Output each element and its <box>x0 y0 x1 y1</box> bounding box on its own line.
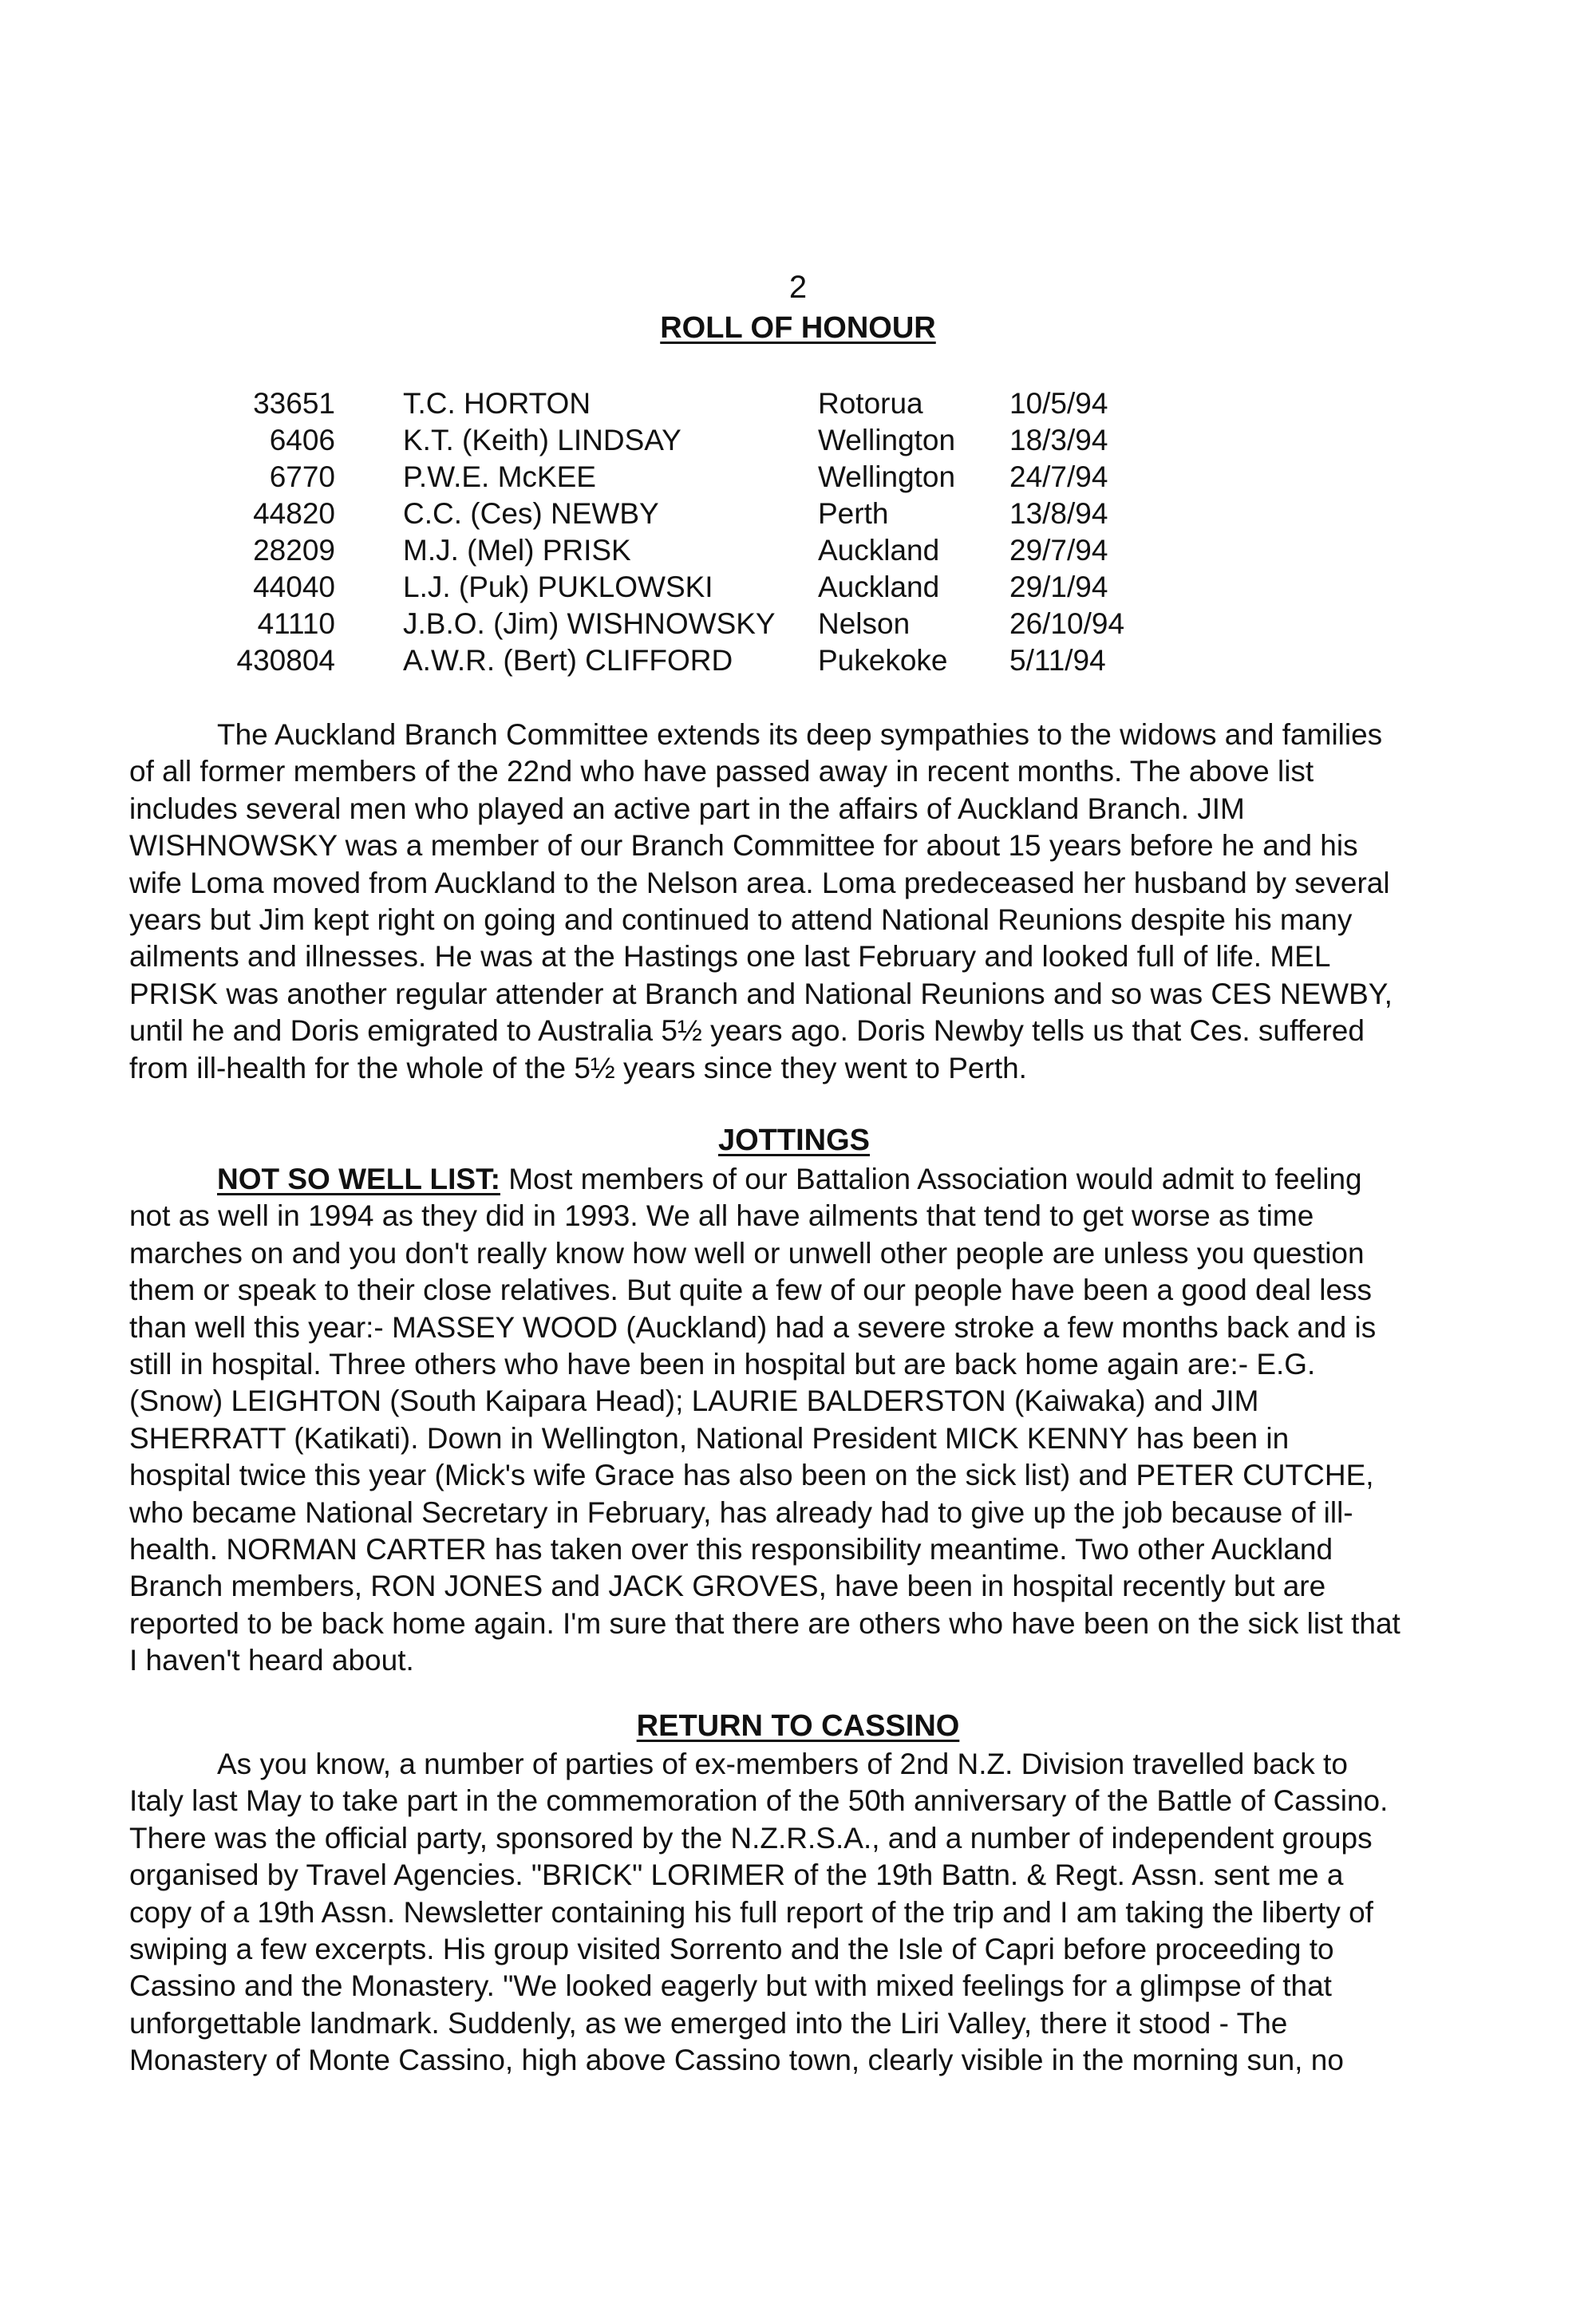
paragraph-line: Monastery of Monte Cassino, high above Cassino town, clearly visible in the morning sun, no <box>129 2044 1344 2077</box>
table-row <box>168 642 1165 679</box>
paragraph-first-line <box>129 1161 1464 1198</box>
member-place: Pukekoke <box>818 644 948 677</box>
member-name: T.C. HORTON <box>403 387 591 420</box>
death-date: 26/10/94 <box>1009 607 1125 640</box>
paragraph-line: of all former members of the 22nd who have passed away in recent months. The above list <box>129 755 1314 788</box>
paragraph-line: them or speak to their close relatives. But quite a few of our people have been a good deal less <box>129 1274 1373 1307</box>
paragraph-line: PRISK was another regular attender at Branch and National Reunions and so was CES NEWBY, <box>129 977 1393 1010</box>
member-place: Perth <box>818 497 889 530</box>
member-name: L.J. (Puk) PUKLOWSKI <box>403 571 713 603</box>
paragraph-line: I haven't heard about. <box>129 1644 414 1677</box>
paragraph-line: As you know, a number of parties of ex-members of 2nd N.Z. Division travelled back to <box>217 1748 1348 1780</box>
table-row <box>168 532 1165 569</box>
member-name: C.C. (Ces) NEWBY <box>403 497 659 530</box>
service-number: 33651 <box>253 387 335 420</box>
paragraph-line: marches on and you don't really know how well or unwell other people are unless you question <box>129 1236 1365 1270</box>
page-number: 2 <box>788 270 808 305</box>
paragraph-line: who became National Secretary in February, has already had to give up the job because of ill- <box>129 1495 1353 1529</box>
death-date: 29/1/94 <box>1009 571 1108 603</box>
death-date: 18/3/94 <box>1009 424 1108 456</box>
paragraph-line: Branch members, RON JONES and JACK GROVES, have been in hospital recently but are <box>129 1570 1326 1603</box>
table-row <box>168 496 1165 532</box>
member-place: Wellington <box>818 460 956 493</box>
paragraph-line: ailments and illnesses. He was at the Hastings one last February and looked full of life. MEL <box>129 940 1331 974</box>
table-row <box>168 569 1165 606</box>
member-place: Wellington <box>818 424 956 456</box>
death-date: 10/5/94 <box>1009 387 1108 420</box>
member-place: Auckland <box>818 571 940 603</box>
service-number: 6406 <box>269 424 335 456</box>
jottings-title: JOTTINGS <box>717 1124 871 1157</box>
paragraph-line: There was the official party, sponsored by the N.Z.R.S.A., and a number of independent groups <box>129 1821 1373 1855</box>
paragraph-line: wife Loma moved from Auckland to the Nelson area. Loma predeceased her husband by several <box>129 866 1390 899</box>
paragraph-line: until he and Doris emigrated to Australia 5½ years ago. Doris Newby tells us that Ces. suffered <box>129 1014 1365 1048</box>
table-row <box>168 459 1165 496</box>
member-place: Auckland <box>818 534 940 567</box>
paragraph-line: not as well in 1994 as they did in 1993. We all have ailments that tend to get worse as time <box>129 1199 1314 1233</box>
paragraph-line: (Snow) LEIGHTON (South Kaipara Head); LAURIE BALDERSTON (Kaiwaka) and JIM <box>129 1385 1259 1418</box>
paragraph-line: swiping a few excerpts. His group visited Sorrento and the Isle of Capri before proceeding to <box>129 1933 1334 1966</box>
paragraph-line: WISHNOWSKY was a member of our Branch Committee for about 15 years before he and his <box>129 829 1358 863</box>
service-number: 6770 <box>269 460 335 493</box>
jottings-paragraph <box>129 1161 1464 1680</box>
paragraph-line: than well this year:- MASSEY WOOD (Auckland) had a severe stroke a few months back and is <box>129 1310 1377 1344</box>
service-number: 44820 <box>253 497 335 530</box>
service-number: 44040 <box>253 571 335 603</box>
member-name: M.J. (Mel) PRISK <box>403 534 631 567</box>
paragraph-line: hospital twice this year (Mick's wife Grace has also been on the sick list) and PETER CUTCHE, <box>129 1459 1374 1492</box>
table-row <box>168 422 1165 459</box>
paragraph-line: years but Jim kept right on going and continued to attend National Reunions despite his many <box>129 903 1353 937</box>
paragraph-line: Cassino and the Monastery. "We looked eagerly but with mixed feelings for a glimpse of that <box>129 1969 1332 2003</box>
service-number: 430804 <box>236 644 335 677</box>
death-date: 13/8/94 <box>1009 497 1108 530</box>
not-so-well-list-heading: NOT SO WELL LIST: <box>217 1163 500 1195</box>
paragraph-line: from ill-health for the whole of the 5½ years since they went to Perth. <box>129 1051 1027 1084</box>
paragraph-line: Italy last May to take part in the commemoration of the 50th anniversary of the Battle of Cassino. <box>129 1784 1389 1818</box>
table-row <box>168 385 1165 422</box>
death-date: 29/7/94 <box>1009 534 1108 567</box>
member-name: K.T. (Keith) LINDSAY <box>403 424 681 456</box>
paragraph-line-rest: Most members of our Battalion Association would admit to feeling <box>500 1163 1362 1195</box>
roll-of-honour-paragraph <box>129 717 1464 1087</box>
member-place: Rotorua <box>818 387 923 420</box>
paragraph-line: SHERRATT (Katikati). Down in Wellington, National President MICK KENNY has been in <box>129 1421 1290 1455</box>
roll-of-honour-title: ROLL OF HONOUR <box>660 311 936 345</box>
paragraph-line: organised by Travel Agencies. "BRICK" LORIMER of the 19th Battn. & Regt. Assn. sent me a <box>129 1859 1344 1892</box>
death-date: 24/7/94 <box>1009 460 1108 493</box>
member-name: P.W.E. McKEE <box>403 460 596 493</box>
member-place: Nelson <box>818 607 911 640</box>
paragraph-line: unforgettable landmark. Suddenly, as we emerged into the Liri Valley, there it stood - The <box>129 2006 1288 2040</box>
roll-of-honour-table <box>168 385 1165 679</box>
paragraph-line: includes several men who played an active part in the affairs of Auckland Branch. JIM <box>129 792 1245 825</box>
table-row <box>168 606 1165 642</box>
return-to-cassino-title: RETURN TO CASSINO <box>636 1709 960 1743</box>
service-number: 41110 <box>257 607 335 640</box>
paragraph-line: reported to be back home again. I'm sure that there are others who have been on the sick list that <box>129 1606 1400 1640</box>
paragraph-line: The Auckland Branch Committee extends its deep sympathies to the widows and families <box>217 718 1383 751</box>
service-number: 28209 <box>253 534 335 567</box>
death-date: 5/11/94 <box>1009 644 1106 677</box>
return-to-cassino-paragraph <box>129 1746 1464 2080</box>
member-name: A.W.R. (Bert) CLIFFORD <box>403 644 733 677</box>
paragraph-line: still in hospital. Three others who have been in hospital but are back home again are:- E.G. <box>129 1348 1316 1381</box>
paragraph-line: copy of a 19th Assn. Newsletter containing his full report of the trip and I am taking the liberty of <box>129 1895 1373 1929</box>
member-name: J.B.O. (Jim) WISHNOWSKY <box>403 607 776 640</box>
paragraph-line: health. NORMAN CARTER has taken over this responsibility meantime. Two other Auckland <box>129 1533 1333 1566</box>
